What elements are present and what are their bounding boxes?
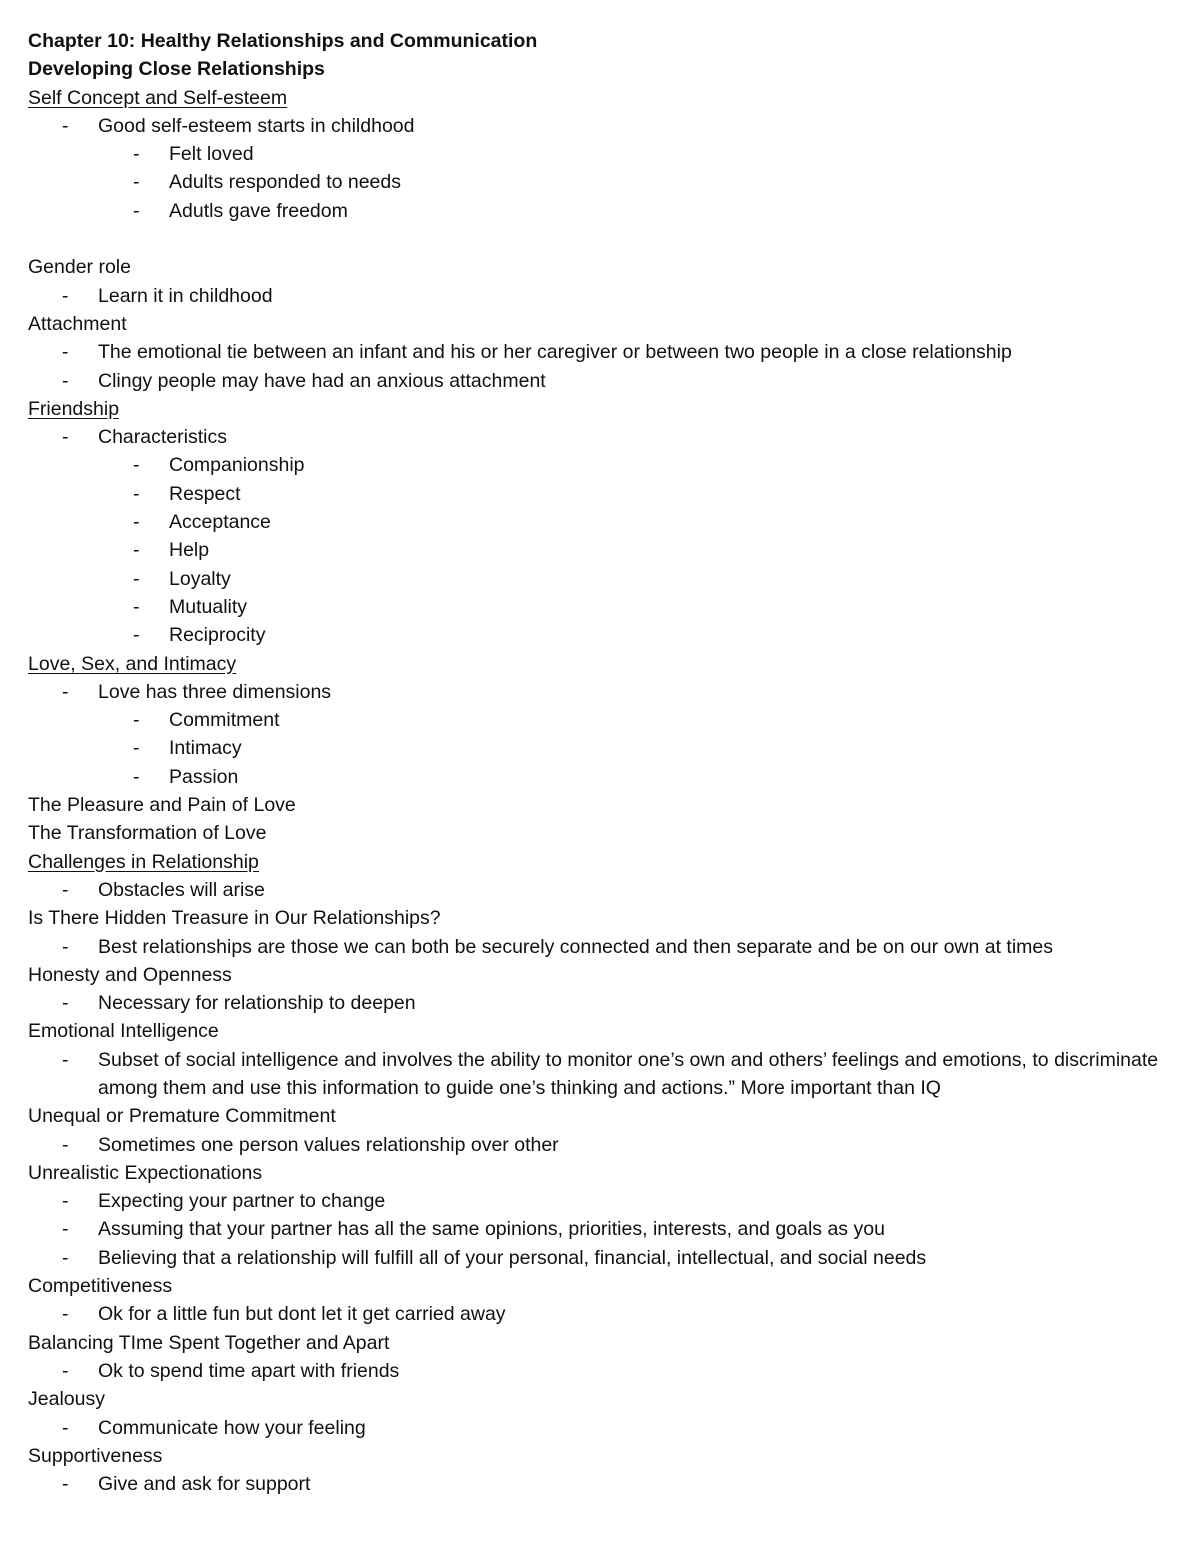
bullet-dash: - [62,1190,69,1213]
blank-line [28,225,1180,253]
bullet-dash: - [62,1218,69,1241]
heading-text: Challenges in Relationship [28,850,259,873]
topic-heading [28,253,1180,281]
bullet-dash: - [133,624,140,647]
bullet-dash: - [133,567,140,590]
bullet-text: Sometimes one person values relationship over other [98,1133,559,1156]
chapter-title: Chapter 10: Healthy Relationships and Communication [28,30,538,52]
bullet-text: Adults responded to needs [169,171,402,194]
bullet-item [28,367,1180,395]
bullet-text: Commitment [169,709,280,732]
notes-list [28,84,1180,1499]
sub-bullet-item [28,140,1180,168]
bullet-text: Ok for a little fun but dont let it get carried away [98,1303,506,1326]
bullet-item [28,282,1180,310]
bullet-text: Subset of social intelligence and involves the ability to monitor one’s own and others’ feelings and emotions, to discriminate among them and use this information to guide one’s thinking and actions.” More important than IQ [98,1048,1159,1099]
bullet-dash: - [133,539,140,562]
heading-text: Unrealistic Expectionations [28,1161,263,1184]
bullet-text: The emotional tie between an infant and his or her caregiver or between two people in a close relationship [98,341,1012,364]
heading-text: The Pleasure and Pain of Love [28,794,296,817]
heading-text: Jealousy [28,1388,105,1411]
bullet-dash: - [62,1303,69,1326]
bullet-dash: - [62,680,69,703]
bullet-text: Give and ask for support [98,1473,311,1496]
heading-text: Emotional Intelligence [28,1020,219,1043]
bullet-text: Best relationships are those we can both be securely connected and then separate and be on our own at times [98,935,1054,958]
bullet-text: Adutls gave freedom [169,199,348,222]
bullet-dash: - [133,454,140,477]
topic-heading [28,1442,1180,1470]
bullet-item [28,1244,1180,1272]
bullet-dash: - [62,341,69,364]
bullet-item [28,1470,1180,1498]
sub-bullet-item [28,734,1180,762]
sub-bullet-item [28,706,1180,734]
bullet-text: Help [169,539,210,562]
bullet-dash: - [62,1048,69,1071]
sub-bullet-item [28,565,1180,593]
bullet-item [28,423,1180,451]
bullet-item [28,1300,1180,1328]
sub-bullet-item [28,593,1180,621]
bullet-text: Felt loved [169,143,254,166]
bullet-dash: - [133,511,140,534]
bullet-dash: - [133,709,140,732]
bullet-dash: - [62,935,69,958]
bullet-dash: - [133,171,140,194]
bullet-text: Respect [169,482,241,505]
topic-heading [28,1159,1180,1187]
heading-text: Supportiveness [28,1444,163,1467]
bullet-item [28,1414,1180,1442]
bullet-dash: - [62,1133,69,1156]
bullet-dash: - [133,143,140,166]
section-heading [28,848,1180,876]
bullet-item [28,1131,1180,1159]
bullet-text: Passion [169,765,239,788]
bullet-item [28,112,1180,140]
bullet-dash: - [62,992,69,1015]
topic-heading [28,1329,1180,1357]
topic-heading [28,791,1180,819]
sub-bullet-item [28,508,1180,536]
bullet-text: Loyalty [169,567,231,590]
bullet-text: Learn it in childhood [98,284,273,307]
bullet-dash: - [62,369,69,392]
bullet-text: Assuming that your partner has all the same opinions, priorities, interests, and goals as you [98,1218,885,1241]
topic-heading [28,1385,1180,1413]
bullet-dash: - [133,199,140,222]
bullet-text: Ok to spend time apart with friends [98,1359,400,1382]
sub-bullet-item [28,480,1180,508]
topic-heading [28,904,1180,932]
bullet-text: Necessary for relationship to deepen [98,992,416,1015]
bullet-text: Obstacles will arise [98,878,265,901]
sub-bullet-item [28,536,1180,564]
bullet-item [28,1215,1180,1243]
document-body [28,27,1180,1498]
heading-text: Attachment [28,312,127,335]
topic-heading [28,1102,1180,1130]
heading-text: The Transformation of Love [28,822,267,845]
bullet-dash: - [62,284,69,307]
sub-bullet-item [28,168,1180,196]
heading-text: Honesty and Openness [28,963,232,986]
bullet-text: Believing that a relationship will fulfill all of your personal, financial, intellectual, and social needs [98,1246,927,1269]
bullet-text: Acceptance [169,511,271,534]
bullet-dash: - [62,1359,69,1382]
heading-text: Competitiveness [28,1275,173,1298]
bullet-text: Love has three dimensions [98,680,332,703]
bullet-dash: - [62,878,69,901]
bullet-dash: - [133,765,140,788]
heading-text: Self Concept and Self-esteem [28,86,288,109]
sub-bullet-item [28,197,1180,225]
bullet-text: Intimacy [169,737,242,760]
topic-heading [28,1272,1180,1300]
sub-bullet-item [28,621,1180,649]
bullet-dash: - [133,482,140,505]
bullet-dash: - [62,426,69,449]
heading-text: Friendship [28,397,120,420]
bullet-item [28,933,1180,961]
bullet-text: Good self-esteem starts in childhood [98,114,415,137]
heading-text: Gender role [28,256,131,279]
heading-text: Unequal or Premature Commitment [28,1105,336,1128]
bullet-dash: - [133,737,140,760]
bullet-item [28,338,1180,366]
bullet-item [28,876,1180,904]
bullet-text: Clingy people may have had an anxious attachment [98,369,546,392]
heading-text: Is There Hidden Treasure in Our Relationships? [28,907,441,930]
topic-heading [28,310,1180,338]
heading-text: Balancing TIme Spent Together and Apart [28,1331,390,1354]
heading-text: Love, Sex, and Intimacy [28,652,237,675]
topic-heading [28,961,1180,989]
bullet-item [28,989,1180,1017]
topic-heading [28,819,1180,847]
topic-heading [28,1017,1180,1045]
bullet-dash: - [62,1416,69,1439]
bullet-text: Companionship [169,454,305,477]
bullet-item [28,1187,1180,1215]
bullet-item [28,1046,1180,1103]
bullet-item [28,678,1180,706]
section-title: Developing Close Relationships [28,58,325,81]
bullet-dash: - [62,1246,69,1269]
bullet-item [28,1357,1180,1385]
section-heading [28,650,1180,678]
bullet-dash: - [62,1473,69,1496]
bullet-dash: - [62,114,69,137]
sub-bullet-item [28,763,1180,791]
section-heading [28,84,1180,112]
bullet-text: Communicate how your feeling [98,1416,366,1439]
bullet-dash: - [133,595,140,618]
bullet-text: Expecting your partner to change [98,1190,386,1213]
sub-bullet-item [28,451,1180,479]
section-heading [28,395,1180,423]
bullet-text: Reciprocity [169,624,266,647]
bullet-text: Characteristics [98,426,227,449]
bullet-text: Mutuality [169,595,248,618]
